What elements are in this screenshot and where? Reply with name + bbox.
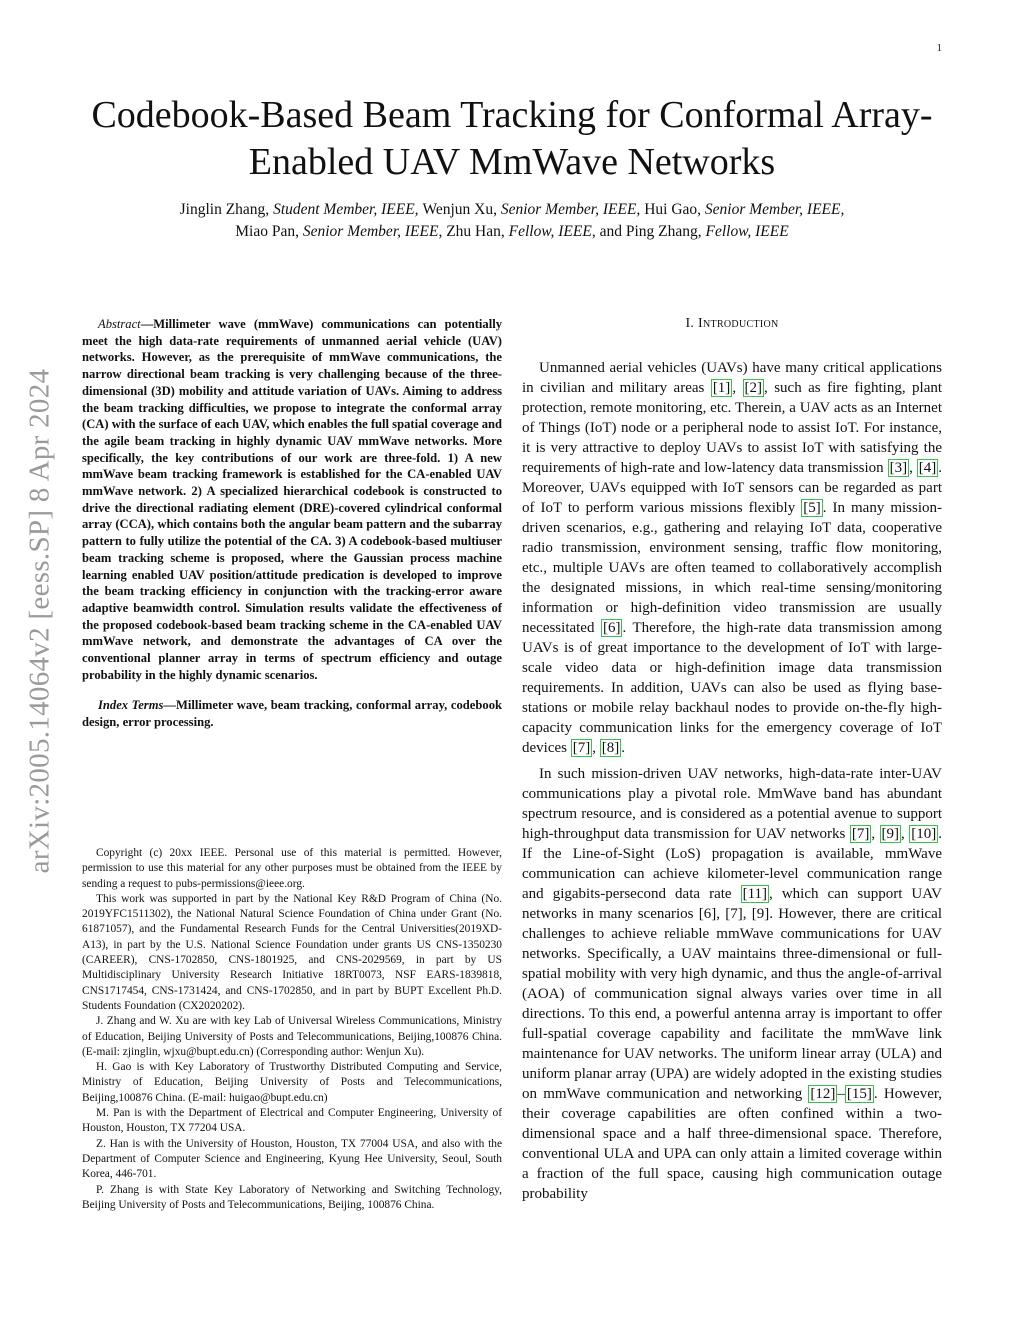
citation-link[interactable]: [2] bbox=[744, 380, 763, 396]
citation-link[interactable]: [1] bbox=[712, 380, 731, 396]
citation-link[interactable]: [3] bbox=[889, 460, 908, 476]
author-line-1 bbox=[80, 199, 944, 221]
author-name: Jinglin Zhang, bbox=[179, 201, 274, 218]
author-name: Wenjun Xu, bbox=[422, 201, 501, 218]
citation-link[interactable]: [7] bbox=[851, 826, 870, 842]
author-list bbox=[80, 199, 944, 243]
body-text-run: , bbox=[592, 740, 600, 756]
author-affiliation: Fellow, IEEE, bbox=[508, 223, 600, 240]
footnote: This work was supported in part by the National Key R&D Program of China (No. 2019YFC1511302), the National Natural Science Foundation of China under Grant (No. 61871057), and the Fundamental Research Funds for the Central Universities(2019XD-A13), in part by the U.S. National Science Foundation under grants US CNS-1350230 (CAREER), CNS-1702850, CNS-1801925, and CNS-2029569, in part by US Multidisciplinary University Research Initiative 18RT0073, NSF EARS-1839818, CNS1717454, CNS-1731424, and CNS-1702850, and in part by BUPT Excellent Ph.D. Students Foundation (CX2020202). bbox=[82, 892, 502, 1012]
section-number: I. bbox=[685, 316, 695, 331]
body-text-run: , bbox=[901, 826, 910, 842]
body-text-run: . Therefore, the high-rate data transmission among UAVs is of great importance to the development of IoT with large-scale video data or high-definition image data transmission requirements. In addition, UAVs can also be used as flying base-stations or mobile relay backhaul nodes to provide on-the-fly high-capacity communication links for the emergency coverage of IoT devices bbox=[522, 620, 942, 756]
author-name: Zhu Han, bbox=[446, 223, 509, 240]
abstract-label-text: Abstract bbox=[98, 317, 141, 331]
citation-link[interactable]: [5] bbox=[803, 500, 821, 516]
author-affiliation: Senior Member, IEEE, bbox=[302, 223, 447, 240]
body-text-run: , such as fire fighting, plant protection, remote monitoring, etc. Therein, a UAV acts as an Internet of Things (IoT) node or a peripheral node to assist IoT. For instance, it is very attractive to deploy UAVs to assist IoT with satisfying the requirements of high-rate and low-latency data transmission bbox=[522, 380, 943, 476]
footnote: M. Pan is with the Department of Electrical and Computer Engineering, University of Houston, Houston, TX 77204 USA. bbox=[82, 1107, 502, 1135]
citation-link[interactable]: [7] bbox=[572, 740, 591, 756]
citation-link[interactable]: [15] bbox=[846, 1086, 872, 1102]
body-text-run: , which can support UAV networks in many scenarios [6], [7], [9]. However, there are critical challenges to achieve reliable mmWave communications for UAV networks. Specifically, a UAV maintains three-dimensional or full-spatial mobility with very high dynamic, and thus the angle-of-arrival (AOA) of communication signal always varies over time in all directions. To this end, a powerful antenna array is important to offer full-spatial coverage capability and facilitate the mmWave link maintenance for UAV networks. The uniform linear array (ULA) and uniform planar array (UPA) are widely adopted in the existing studies on mmWave communication and networking bbox=[522, 886, 942, 1102]
body-text-run: . However, their coverage capabilities are often confined within a two-dimensional space and a half three-dimensional space. Therefore, conventional ULA and UPA can only attain a limited coverage within a fraction of the full space, causing high communication outage probability bbox=[522, 1086, 942, 1202]
citation-link[interactable]: [9] bbox=[881, 826, 900, 842]
paper-title: Codebook-Based Beam Tracking for Conformal Array-Enabled UAV MmWave Networks bbox=[91, 94, 933, 183]
index-terms bbox=[82, 697, 502, 730]
citation-link[interactable]: [11] bbox=[742, 886, 768, 902]
citation-link[interactable]: [10] bbox=[911, 826, 937, 842]
abstract-text: —Millimeter wave (mmWave) communications can potentially meet the high data-rate requirements of unmanned aerial vehicle (UAV) networks. However, as the prerequisite of mmWave communications, the narrow directional beam tracking is very challenging because of the three-dimensional (3D) mobility and attitude variation of UAVs. Aiming to address the beam tracking difficulties, we propose to integrate the conformal array (CA) with the surface of each UAV, which enables the full spatial coverage and the agile beam tracking in highly dynamic UAV mmWave networks. More specifically, the key contributions of our work are three-fold. 1) A new mmWave beam tracking framework is established for the CA-enabled UAV mmWave network. 2) A specialized hierarchical codebook is constructed to drive the directional radiating element (DRE)-covered cylindrical conformal array (CCA), which contains both the angular beam pattern and the subarray pattern to fully utilize the potential of the CA. 3) A codebook-based multiuser beam tracking scheme is proposed, where the Gaussian process machine learning enabled UAV position/attitude predication is developed to improve the beam tracking efficiency in conjunction with the tracking-error aware adaptive beamwidth control. Simulation results validate the effectiveness of the proposed codebook-based beam tracking scheme in the CA-enabled UAV mmWave network, and demonstrate the advantages of CA over the conventional planner array in terms of spectrum efficiency and outage probability in the highly dynamic scenarios. bbox=[82, 317, 503, 682]
introduction-body bbox=[522, 358, 942, 1204]
author-name: Hui Gao, bbox=[644, 201, 705, 218]
citation-link[interactable]: [12] bbox=[810, 1086, 836, 1102]
author-name: and Ping Zhang, bbox=[599, 223, 706, 240]
citation-link[interactable]: [6] bbox=[602, 620, 621, 636]
author-affiliation: Fellow, IEEE bbox=[705, 223, 789, 240]
section-title: Introduction bbox=[698, 316, 779, 331]
abstract bbox=[82, 316, 502, 683]
citation-link[interactable]: [4] bbox=[918, 460, 937, 476]
footnote: J. Zhang and W. Xu are with key Lab of Universal Wireless Communications, Ministry of Education, Beijing University of Posts and Telecommunications, Beijing,100876 China. (E-mail: zjinglin, wjxu@bupt.edu.cn) (Corresponding author: Wenjun Xu). bbox=[82, 1015, 502, 1058]
body-text-run: – bbox=[837, 1086, 845, 1102]
body-text-run: . bbox=[621, 740, 625, 756]
footnotes bbox=[82, 846, 502, 1213]
arxiv-identifier-stamp bbox=[18, 322, 62, 920]
body-text-run: , bbox=[909, 460, 917, 476]
body-text-run: Unmanned aerial vehicles (UAVs) have many critical applications in civilian and military areas bbox=[522, 360, 942, 396]
author-name: Miao Pan, bbox=[235, 223, 303, 240]
left-column bbox=[82, 316, 502, 743]
author-line-2 bbox=[80, 221, 944, 243]
author-affiliation: Senior Member, IEEE, bbox=[500, 201, 645, 218]
body-text-run: In such mission-driven UAV networks, high-data-rate inter-UAV communications play a pivotal role. MmWave band has abundant spectrum resource, and is considered as a potential avenue to support high-throughput data transmission for UAV networks bbox=[522, 766, 942, 842]
body-text-run: . In many mission-driven scenarios, e.g., gathering and relaying IoT data, cooperative radio transmission, environment sensing, traffic flow monitoring, etc., multiple UAVs are often teamed to collaboratively accomplish the designated missions, in which real-time sensing/monitoring information or high-definition video transmission are usually necessitated bbox=[522, 500, 942, 636]
section-heading bbox=[522, 316, 942, 332]
footnote: Z. Han is with the University of Houston, Houston, TX 77004 USA, and also with the Department of Computer Science and Engineering, Kyung Hee University, Seoul, South Korea, 446-701. bbox=[82, 1137, 502, 1181]
body-text-run: . If the Line-of-Sight (LoS) propagation is available, mmWave communication can achieve kilometer-level communication range and gigabits-persecond data rate bbox=[522, 826, 943, 902]
author-affiliation: Student Member, IEEE, bbox=[273, 201, 423, 218]
author-affiliation: Senior Member, IEEE, bbox=[704, 201, 845, 218]
arxiv-identifier-text: arXiv:2005.14064v2 [eess.SP] 8 Apr 2024 bbox=[23, 368, 56, 874]
citation-link[interactable]: [8] bbox=[601, 740, 620, 756]
abstract-label bbox=[98, 317, 141, 331]
footnote: H. Gao is with Key Laboratory of Trustworthy Distributed Computing and Service, Ministry of Education, Beijing University of Posts and Telecommunications, Beijing,100876 China. (E-mail: huigao@bupt.edu.cn) bbox=[82, 1061, 502, 1104]
index-terms-text: —Millimeter wave, beam tracking, conformal array, codebook design, error processing. bbox=[82, 698, 502, 730]
body-paragraph bbox=[522, 764, 942, 1204]
right-column bbox=[522, 316, 942, 1210]
body-text-run: . Moreover, UAVs equipped with IoT sensors can be regarded as part of IoT to perform various missions flexibly bbox=[522, 460, 943, 516]
page-number: 1 bbox=[936, 42, 942, 54]
body-text-run: , bbox=[732, 380, 743, 396]
footnote: P. Zhang is with State Key Laboratory of Networking and Switching Technology, Beijing University of Posts and Telecommunications, Beijing, 100876 China. bbox=[82, 1183, 502, 1211]
body-paragraph bbox=[522, 358, 942, 758]
index-terms-label: Index Terms bbox=[98, 698, 164, 713]
body-text-run: , bbox=[871, 826, 880, 842]
footnote: Copyright (c) 20xx IEEE. Personal use of this material is permitted. However, permission to use this material for any other purposes must be obtained from the IEEE by sending a request to pubs-permissions@ieee.org. bbox=[82, 847, 502, 890]
